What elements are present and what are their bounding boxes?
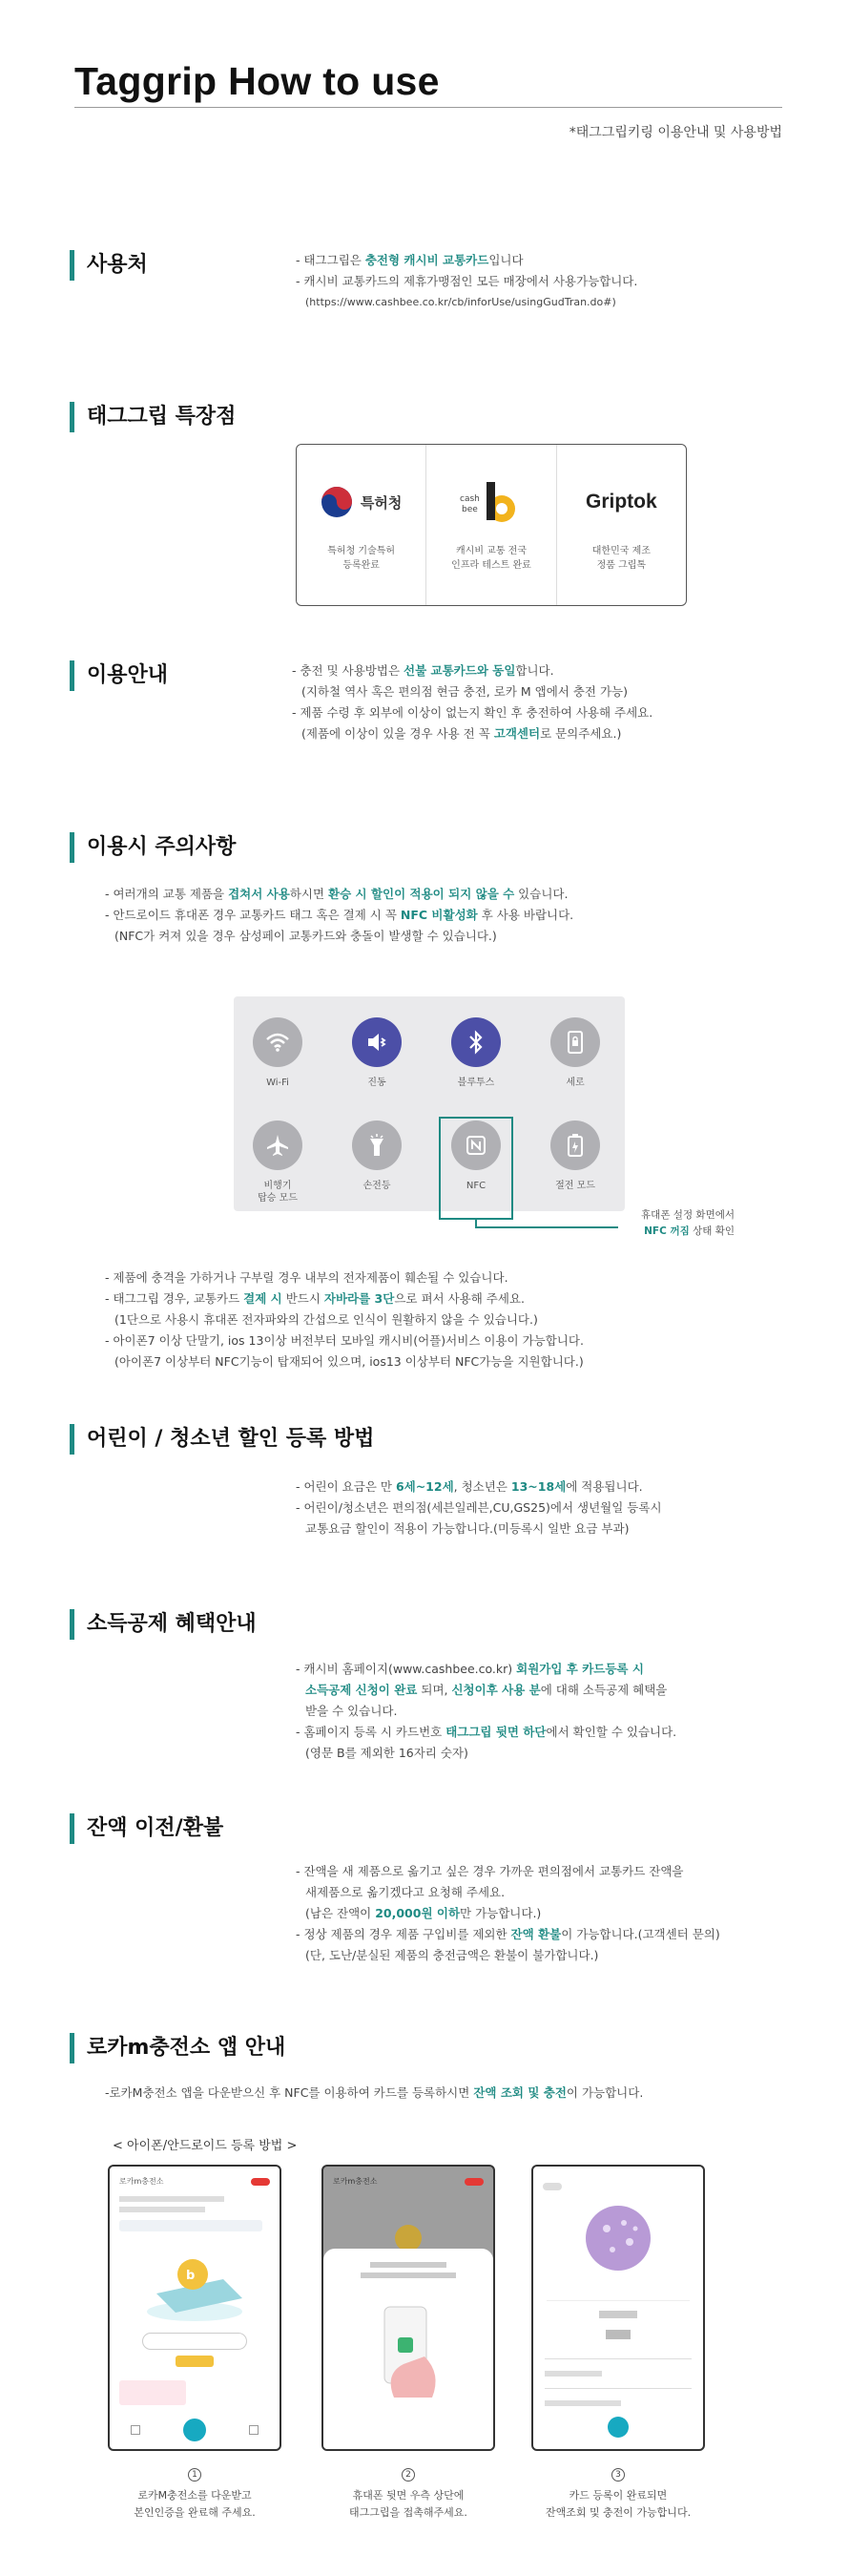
- section-title-caution: 이용시 주의사항: [70, 832, 236, 863]
- step-2-caption: 2 휴대폰 뒷면 우측 상단에 태그그립을 접촉해주세요.: [349, 2470, 467, 2519]
- where-line-1: - 태그그립은 충전형 캐시비 교통카드입니다: [296, 253, 524, 267]
- refund-text: - 잔액을 새 제품으로 옮기고 싶은 경우 가까운 편의점에서 교통카드 잔액을 새제품으로 옮기겠다고 요청해 주세요. (남은 잔액이 20,000원 이하만 가능합니다.) - 정상 제품의 경우 제품 구입비를 제외한 잔액 환불이 가능합니다.(고객센터 문의) (단, 도난/분실된 제품의 충전금액은 환불이 불가합니다.): [296, 1864, 720, 1962]
- portrait-lock-icon: [566, 1030, 585, 1055]
- where-link[interactable]: (https://www.cashbee.co.kr/cb/inforUse/usingGudTran.do#): [305, 296, 616, 308]
- nfc-highlight-frame: [439, 1117, 513, 1220]
- tab-more-icon: [249, 2425, 259, 2435]
- qs-tile-bluetooth[interactable]: 블루투스: [451, 1017, 501, 1089]
- section-title-guide: 이용안내: [70, 660, 168, 691]
- power-saving-icon: [566, 1133, 585, 1158]
- flashlight-icon: [367, 1133, 386, 1158]
- qs-tile-flashlight[interactable]: 손전등: [352, 1120, 402, 1192]
- partner-box: [296, 444, 687, 606]
- tab-charge-icon: [183, 2419, 206, 2441]
- phone-step-3: [531, 2165, 705, 2451]
- cashbee-logo-icon: [458, 480, 525, 524]
- where-line-2: - 캐시비 교통카드의 제휴가맹점인 모든 매장에서 사용가능합니다.: [296, 274, 638, 288]
- section-title-youth: 어린이 / 청소년 할인 등록 방법: [70, 1424, 374, 1455]
- nfc-card-illustration-icon: [137, 2251, 252, 2327]
- page-title: Taggrip How to use: [74, 59, 440, 103]
- wifi-icon: [265, 1032, 290, 1053]
- guide-text: - 충전 및 사용방법은 선불 교통카드와 동일합니다. (지하철 역사 혹은 편의점 현금 충전, 로카 M 앱에서 충전 가능) - 제품 수령 후 외부에 이상이 없는지 확인 후 충전하여 사용해 주세요. (제품에 이상이 있을 경우 사용 전 꼭 고객센터로 문의주세요.): [292, 663, 653, 741]
- charge-button-icon: [608, 2417, 629, 2438]
- step-1-caption: 1 로카M충전소를 다운받고 본인인증을 완료해 주세요.: [134, 2470, 256, 2519]
- phone-step-2: [321, 2165, 495, 2451]
- section-title-refund: 잔액 이전/환불: [70, 1813, 223, 1844]
- app-text: -로카M충전소 앱을 다운받으신 후 NFC를 이용하여 카드를 등록하시면 잔액 조회 및 충전이 가능합니다.: [105, 2085, 644, 2100]
- callout-line-horizontal: [475, 1226, 618, 1228]
- cashbee-logo: [458, 483, 525, 521]
- tax-text: - 캐시비 홈페이지(www.cashbee.co.kr) 회원가입 후 카드등록 시 소득공제 신청이 완료 되며, 신청이후 사용 분에 대해 소득공제 혜택을 받을 수 있습니다. - 홈페이지 등록 시 카드번호 태그그립 뒷면 하단에서 확인할 수 있습니다. (영문 B를 제외한 16자리 숫자): [296, 1662, 677, 1760]
- qs-tile-vibrate[interactable]: 진동: [352, 1017, 402, 1089]
- qs-tile-wifi[interactable]: Wi-Fi: [253, 1017, 302, 1089]
- griptok-logo-text: Griptok: [585, 491, 657, 513]
- nfc-callout: 휴대폰 설정 화면에서 NFC 꺼짐 상태 확인: [641, 1209, 735, 1237]
- section-title-where: 사용처: [70, 250, 148, 281]
- caution-text-top: - 여러개의 교통 제품을 겹쳐서 사용하시면 환승 시 할인이 적용이 되지 않을 수 있습니다. - 안드로이드 휴대폰 경우 교통카드 태그 혹은 결제 시 꼭 NFC 비활성화 후 사용 바랍니다. (NFC가 켜져 있을 경우 삼성페이 교통카드와 충돌이 발생할 수 있습니다.): [105, 887, 574, 943]
- quick-settings-panel: [234, 996, 625, 1211]
- griptok-product-icon: [580, 2200, 656, 2276]
- app-brand-label: 로카m충전소: [119, 2177, 164, 2186]
- qs-tile-nfc[interactable]: NFC: [451, 1120, 501, 1192]
- section-title-tax: 소득공제 혜택안내: [70, 1609, 257, 1640]
- youth-text: - 어린이 요금은 만 6세~12세, 청소년은 13~18세에 적용됩니다. - 어린이/청소년은 편의점(세븐일레븐,CU,GS25)에서 생년월일 등록시 교통요금 할인이 적용이 가능합니다.(미등록시 일반 요금 부과): [296, 1479, 662, 1536]
- bluetooth-icon: [466, 1030, 486, 1055]
- tab-home-icon: [131, 2425, 140, 2435]
- airplane-icon: [265, 1133, 290, 1158]
- tag-phone-illustration-icon: [365, 2297, 451, 2402]
- kipo-logo-text: 특허청: [360, 493, 403, 512]
- kipo-logo-icon: [321, 486, 353, 518]
- qs-tile-airplane[interactable]: 비행기 탑승 모드: [253, 1120, 302, 1204]
- register-method-heading: < 아이폰/안드로이드 등록 방법 >: [113, 2139, 298, 2153]
- svg-text:bee: bee: [461, 505, 478, 514]
- partner-kipo: 특허청 특허청 기술특허 등록완료: [297, 445, 425, 605]
- section-title-app: 로카m충전소 앱 안내: [70, 2033, 285, 2063]
- phone-step-1: [108, 2165, 281, 2451]
- title-divider: [74, 107, 782, 108]
- svg-text:cash: cash: [459, 494, 480, 504]
- where-text: [296, 250, 637, 313]
- partner-cashbee: cash bee 캐시비 교통 전국 인프라 테스트 완료: [425, 445, 555, 605]
- vibrate-icon: [364, 1031, 389, 1054]
- partner-griptok: Griptok 대한민국 제조 정품 그립톡: [556, 445, 686, 605]
- section-title-features: 태그그립 특장점: [70, 402, 236, 432]
- step-3-caption: 3 카드 등록이 완료되면 잔액조회 및 충전이 가능합니다.: [545, 2470, 692, 2519]
- app-brand-label-2: 로카m충전소: [333, 2177, 378, 2186]
- status-pill-icon: [251, 2178, 270, 2186]
- page-subtitle: *태그그립키링 이용안내 및 사용방법: [569, 125, 782, 140]
- qs-tile-power-saving[interactable]: 절전 모드: [550, 1120, 600, 1192]
- svg-text:b: b: [186, 2269, 196, 2283]
- caution-text-bottom: - 제품에 충격을 가하거나 구부릴 경우 내부의 전자제품이 훼손될 수 있습니다. - 태그그립 경우, 교통카드 결제 시 반드시 자바라를 3단으로 펴서 사용해 주세요. (1단으로 사용시 휴대폰 전자파와의 간섭으로 인식이 원활하지 않을 수 있습니다.) - 아이폰7 이상 단말기, ios 13이상 버전부터 모바일 캐시비(어플)서비스 이용이 가능합니다. (아이폰7 이상부터 NFC기능이 탑재되어 있으며, ios13 이상부터 NFC가능을 지원합니다.): [105, 1270, 584, 1369]
- qs-tile-portrait[interactable]: 세로: [550, 1017, 600, 1089]
